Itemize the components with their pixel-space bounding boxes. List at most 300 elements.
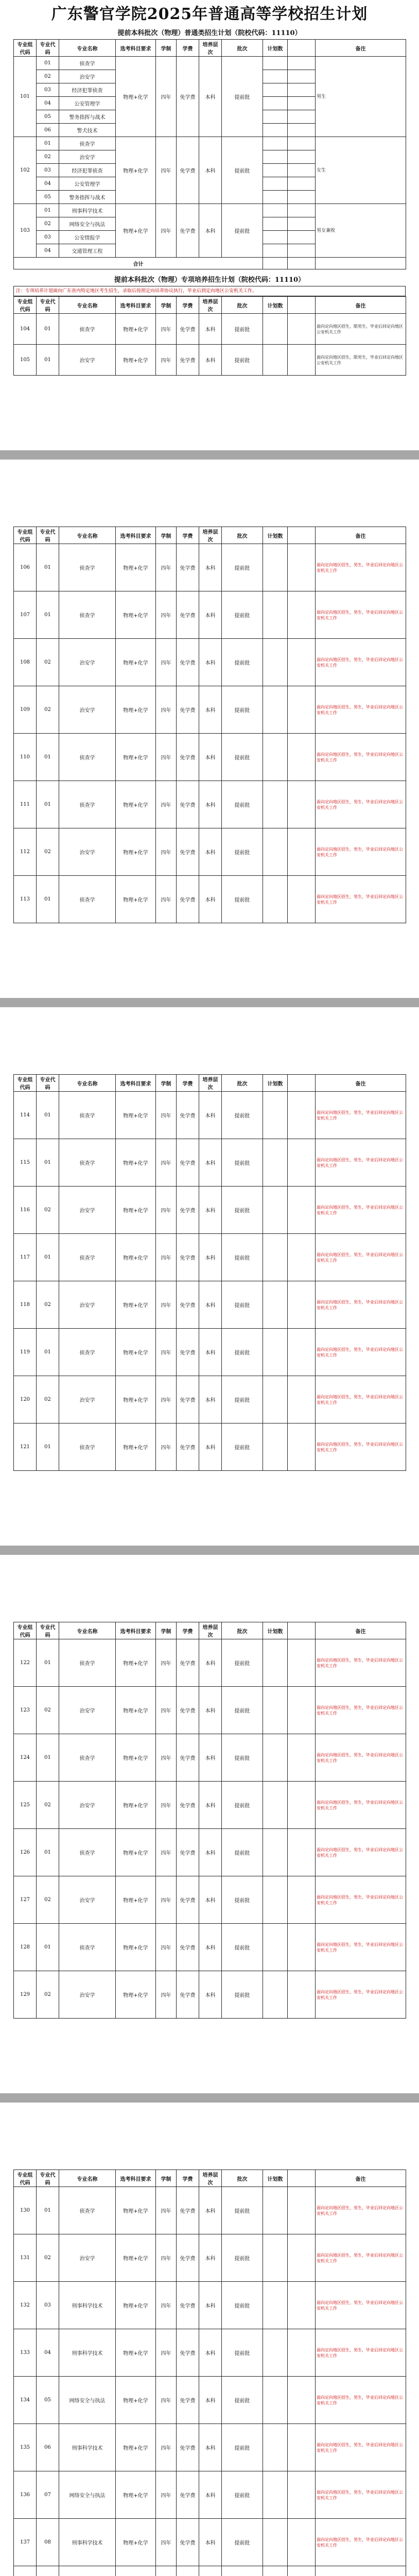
major-code: 04 bbox=[37, 97, 59, 110]
plan-count bbox=[263, 1734, 288, 1782]
section-caption: 提前本科批次（物理）普通类招生计划（院校代码：11110） bbox=[117, 29, 302, 37]
batch: 提前批 bbox=[222, 1971, 263, 2019]
blank bbox=[288, 1971, 316, 2019]
years: 四年 bbox=[156, 1139, 177, 1187]
plan-count bbox=[263, 544, 288, 591]
header-years: 学制 bbox=[156, 40, 177, 57]
remark: 面向定向地区招生，男生，毕业后回定向地区公安机关工作 bbox=[316, 1734, 406, 1782]
blank bbox=[288, 57, 316, 70]
major-name: 侦查学 bbox=[59, 1734, 116, 1782]
years: 四年 bbox=[156, 639, 177, 686]
years: 四年 bbox=[156, 1234, 177, 1281]
subject-requirement: 物理+化学 bbox=[116, 57, 156, 137]
major-name: 网络安全与执法 bbox=[59, 2471, 116, 2519]
tuition: 免学费 bbox=[177, 137, 199, 204]
level: 本科 bbox=[199, 1092, 222, 1139]
major-code: 02 bbox=[37, 70, 59, 83]
major-name: 侦查学 bbox=[59, 314, 116, 345]
major-code: 02 bbox=[37, 1281, 59, 1329]
years: 四年 bbox=[156, 2282, 177, 2329]
level: 本科 bbox=[199, 1829, 222, 1876]
tuition: 免学费 bbox=[177, 1639, 199, 1687]
plan-count bbox=[263, 1139, 288, 1187]
batch: 提前批 bbox=[222, 1092, 263, 1139]
header-subject: 选考科目要求 bbox=[116, 2170, 156, 2187]
remark: 面向定向地区招生，男生，毕业后回定向地区公安机关工作 bbox=[316, 1281, 406, 1329]
batch: 提前批 bbox=[222, 734, 263, 781]
subject-requirement bbox=[116, 2566, 156, 2576]
years: 四年 bbox=[156, 1687, 177, 1734]
major-name: 刑事科学技术 bbox=[59, 2424, 116, 2471]
batch: 提前批 bbox=[222, 686, 263, 734]
major-name: 经济犯罪侦查 bbox=[59, 164, 116, 177]
blank bbox=[288, 1423, 316, 1471]
major-code: 01 bbox=[37, 1139, 59, 1187]
level: 本科 bbox=[199, 876, 222, 923]
batch: 提前批 bbox=[222, 345, 263, 376]
plan-count bbox=[263, 70, 288, 83]
plan-count bbox=[263, 639, 288, 686]
header-major: 专业名称 bbox=[59, 297, 116, 314]
blank bbox=[288, 345, 316, 376]
major-code: 01 bbox=[37, 1234, 59, 1281]
remark: 面向定向地区招生，男生，毕业后回定向地区公安机关工作 bbox=[316, 2471, 406, 2519]
major-code: 02 bbox=[37, 686, 59, 734]
major-code bbox=[37, 2566, 59, 2576]
major-name: 网络安全与执法 bbox=[59, 217, 116, 231]
years: 四年 bbox=[156, 2471, 177, 2519]
plan-count bbox=[263, 177, 288, 191]
batch: 提前批 bbox=[222, 1281, 263, 1329]
major-code: 01 bbox=[37, 1329, 59, 1376]
blank bbox=[288, 1876, 316, 1924]
level: 本科 bbox=[199, 1924, 222, 1971]
remark: 面向定向地区招生，男生，毕业后回定向地区公安机关工作 bbox=[316, 2329, 406, 2377]
batch: 提前批 bbox=[222, 204, 263, 258]
special-plan-table bbox=[13, 296, 406, 376]
major-name: 治安学 bbox=[59, 1187, 116, 1234]
remark: 面向定向地区招生，男生，毕业后回定向地区公安机关工作 bbox=[316, 1329, 406, 1376]
major-code: 01 bbox=[37, 137, 59, 150]
remark: 面向定向地区招生，男生，毕业后回定向地区公安机关工作 bbox=[316, 1876, 406, 1924]
plan-count bbox=[263, 1329, 288, 1376]
table-row bbox=[14, 544, 406, 591]
years: 四年 bbox=[156, 1281, 177, 1329]
tuition: 免学费 bbox=[177, 2234, 199, 2282]
ordinary-plan-table bbox=[13, 39, 406, 269]
header-blank bbox=[288, 1075, 316, 1092]
major-code: 01 bbox=[37, 1092, 59, 1139]
remark: 男生 bbox=[316, 57, 406, 137]
years: 四年 bbox=[156, 591, 177, 639]
tuition: 免学费 bbox=[177, 2377, 199, 2424]
remark: 面向定向地区招生，男生，毕业后回定向地区公安机关工作 bbox=[316, 1139, 406, 1187]
plan-count bbox=[263, 1687, 288, 1734]
plan-count bbox=[263, 2424, 288, 2471]
tuition: 免学费 bbox=[177, 1971, 199, 2019]
plan-count bbox=[263, 150, 288, 164]
major-code: 01 bbox=[37, 734, 59, 781]
major-name: 侦查学 bbox=[59, 2187, 116, 2234]
tuition: 免学费 bbox=[177, 1423, 199, 1471]
years: 四年 bbox=[156, 1829, 177, 1876]
subject-requirement: 物理+化学 bbox=[116, 2519, 156, 2566]
major-name: 治安学 bbox=[59, 828, 116, 876]
tuition: 免学费 bbox=[177, 1234, 199, 1281]
plan-count bbox=[263, 2519, 288, 2566]
group-code: 120 bbox=[14, 1376, 37, 1423]
level: 本科 bbox=[199, 2234, 222, 2282]
plan-count bbox=[263, 57, 288, 70]
plan-count bbox=[263, 1092, 288, 1139]
major-name: 公安情报学 bbox=[59, 231, 116, 244]
major-name: 治安学 bbox=[59, 2234, 116, 2282]
header-major: 专业名称 bbox=[59, 527, 116, 544]
remark: 面向定向地区招生，男生，毕业后回定向地区公安机关工作 bbox=[316, 1234, 406, 1281]
header-remark: 备注 bbox=[316, 1075, 406, 1092]
major-name: 刑事科学技术 bbox=[59, 2329, 116, 2377]
major-code: 01 bbox=[37, 1829, 59, 1876]
group-code: 126 bbox=[14, 1829, 37, 1876]
plan-count bbox=[263, 191, 288, 204]
subject-requirement: 物理+化学 bbox=[116, 686, 156, 734]
group-code: 118 bbox=[14, 1281, 37, 1329]
plan-count bbox=[263, 1829, 288, 1876]
header-code: 专业代码 bbox=[37, 297, 59, 314]
special-note-table bbox=[13, 286, 406, 296]
table-row bbox=[14, 2282, 406, 2329]
header-major: 专业名称 bbox=[59, 2170, 116, 2187]
table-row bbox=[14, 1281, 406, 1329]
tuition: 免学费 bbox=[177, 1281, 199, 1329]
blank bbox=[288, 217, 316, 231]
table-row bbox=[14, 1139, 406, 1187]
batch: 提前批 bbox=[222, 2329, 263, 2377]
batch: 提前批 bbox=[222, 544, 263, 591]
batch: 提前批 bbox=[222, 639, 263, 686]
plan-count bbox=[263, 734, 288, 781]
blank bbox=[288, 1187, 316, 1234]
plan-count bbox=[263, 1187, 288, 1234]
header-code: 专业代码 bbox=[37, 2170, 59, 2187]
major-code: 01 bbox=[37, 544, 59, 591]
group-code: 124 bbox=[14, 1734, 37, 1782]
blank bbox=[288, 137, 316, 150]
blank bbox=[288, 2282, 316, 2329]
page-separator bbox=[0, 2093, 419, 2103]
level: 本科 bbox=[199, 686, 222, 734]
tuition: 免学费 bbox=[177, 2519, 199, 2566]
major-name: 侦查学 bbox=[59, 57, 116, 70]
group-code: 112 bbox=[14, 828, 37, 876]
table-row bbox=[14, 591, 406, 639]
major-code: 01 bbox=[37, 1639, 59, 1687]
blank bbox=[288, 1092, 316, 1139]
blank bbox=[288, 314, 316, 345]
level: 本科 bbox=[199, 1234, 222, 1281]
plan-count bbox=[263, 876, 288, 923]
years: 四年 bbox=[156, 1187, 177, 1234]
batch: 提前批 bbox=[222, 2424, 263, 2471]
major-code: 01 bbox=[37, 314, 59, 345]
tuition: 免学费 bbox=[177, 686, 199, 734]
plan-count bbox=[263, 1924, 288, 1971]
tuition: 免学费 bbox=[177, 204, 199, 258]
group-code: 116 bbox=[14, 1187, 37, 1234]
tuition: 免学费 bbox=[177, 314, 199, 345]
major-code: 02 bbox=[37, 1687, 59, 1734]
major-code: 03 bbox=[37, 2282, 59, 2329]
blank bbox=[288, 876, 316, 923]
years: 四年 bbox=[156, 137, 177, 204]
tuition: 免学费 bbox=[177, 828, 199, 876]
header-group: 专业组代码 bbox=[14, 2170, 37, 2187]
table-row bbox=[14, 2187, 406, 2234]
plan-count bbox=[263, 137, 288, 150]
remark: 面向定向地区招生，男生，毕业后回定向地区公安机关工作 bbox=[316, 2424, 406, 2471]
subject-requirement: 物理+化学 bbox=[116, 544, 156, 591]
years: 四年 bbox=[156, 2519, 177, 2566]
years: 四年 bbox=[156, 2187, 177, 2234]
total-label: 合计 bbox=[14, 258, 263, 269]
table-row bbox=[14, 2471, 406, 2519]
major-name: 治安学 bbox=[59, 1281, 116, 1329]
header-code: 专业代码 bbox=[37, 527, 59, 544]
level: 本科 bbox=[199, 2329, 222, 2377]
major-code: 02 bbox=[37, 2234, 59, 2282]
header-level: 培养层次 bbox=[199, 2170, 222, 2187]
tuition: 免学费 bbox=[177, 1924, 199, 1971]
subject-requirement: 物理+化学 bbox=[116, 1376, 156, 1423]
blank bbox=[288, 83, 316, 97]
major-name: 侦查学 bbox=[59, 591, 116, 639]
header-batch: 批次 bbox=[222, 40, 263, 57]
batch: 提前批 bbox=[222, 1734, 263, 1782]
subject-requirement: 物理+化学 bbox=[116, 781, 156, 828]
header-code: 专业代码 bbox=[37, 1622, 59, 1639]
header-level: 培养层次 bbox=[199, 40, 222, 57]
blank bbox=[288, 2566, 316, 2576]
subject-requirement: 物理+化学 bbox=[116, 1876, 156, 1924]
header-group: 专业组代码 bbox=[14, 40, 37, 57]
tuition: 免学费 bbox=[177, 1139, 199, 1187]
remark: 面向定向地区招生，男生，毕业后回定向地区公安机关工作 bbox=[316, 828, 406, 876]
blank bbox=[288, 781, 316, 828]
major-name: 公安管理学 bbox=[59, 177, 116, 191]
years: 四年 bbox=[156, 204, 177, 258]
plan-count bbox=[263, 110, 288, 124]
level: 本科 bbox=[199, 639, 222, 686]
plan-count bbox=[263, 2566, 288, 2576]
group-code: 119 bbox=[14, 1329, 37, 1376]
major-name: 侦查学 bbox=[59, 1423, 116, 1471]
major-code: 02 bbox=[37, 1876, 59, 1924]
group-code: 114 bbox=[14, 1092, 37, 1139]
years: 四年 bbox=[156, 1423, 177, 1471]
header-years: 学制 bbox=[156, 2170, 177, 2187]
subject-requirement: 物理+化学 bbox=[116, 591, 156, 639]
subject-requirement: 物理+化学 bbox=[116, 2234, 156, 2282]
level: 本科 bbox=[199, 2471, 222, 2519]
remark: 面向定向地区招生，男生，毕业后回定向地区公安机关工作 bbox=[316, 2377, 406, 2424]
plan-count bbox=[263, 1423, 288, 1471]
header-years: 学制 bbox=[156, 527, 177, 544]
subject-requirement: 物理+化学 bbox=[116, 204, 156, 258]
remark: 面向定向地区招生，男生，毕业后回定向地区公安机关工作 bbox=[316, 2519, 406, 2566]
blank bbox=[288, 231, 316, 244]
major-code: 02 bbox=[37, 828, 59, 876]
subject-requirement: 物理+化学 bbox=[116, 137, 156, 204]
page-gap bbox=[0, 1471, 419, 1546]
level: 本科 bbox=[199, 2424, 222, 2471]
blank bbox=[288, 544, 316, 591]
plan-count bbox=[263, 164, 288, 177]
level: 本科 bbox=[199, 314, 222, 345]
batch: 提前批 bbox=[222, 137, 263, 204]
header-batch: 批次 bbox=[222, 1622, 263, 1639]
continuation-page bbox=[13, 2170, 406, 2576]
plan-count bbox=[263, 231, 288, 244]
major-code: 01 bbox=[37, 1423, 59, 1471]
major-name: 侦查学 bbox=[59, 1234, 116, 1281]
group-code: 129 bbox=[14, 1971, 37, 2019]
plan-count bbox=[263, 828, 288, 876]
subject-requirement: 物理+化学 bbox=[116, 1139, 156, 1187]
major-name: 治安学 bbox=[59, 70, 116, 83]
subject-requirement: 物理+化学 bbox=[116, 2282, 156, 2329]
major-name: 网络安全与执法 bbox=[59, 2377, 116, 2424]
subject-requirement: 物理+化学 bbox=[116, 2424, 156, 2471]
table-row bbox=[14, 1329, 406, 1376]
special-plan-table bbox=[13, 1074, 406, 1471]
major-name: 侦查学 bbox=[59, 1924, 116, 1971]
years: 四年 bbox=[156, 1092, 177, 1139]
years: 四年 bbox=[156, 734, 177, 781]
header-plan: 计划数 bbox=[263, 2170, 288, 2187]
level: 本科 bbox=[199, 1187, 222, 1234]
remark: 面向定向地区招生，限男生，毕业后回定向地区公安机关工作 bbox=[316, 345, 406, 376]
major-name: 公安管理学 bbox=[59, 97, 116, 110]
table-row bbox=[14, 2234, 406, 2282]
header-years: 学制 bbox=[156, 1075, 177, 1092]
batch: 提前批 bbox=[222, 2377, 263, 2424]
blank bbox=[288, 244, 316, 258]
major-name: 治安学 bbox=[59, 1876, 116, 1924]
blank bbox=[288, 2519, 316, 2566]
major-code: 05 bbox=[37, 191, 59, 204]
remark bbox=[316, 2566, 406, 2576]
level bbox=[199, 2566, 222, 2576]
remark: 面向定向地区招生，限男生，毕业后回定向地区公安机关工作 bbox=[316, 314, 406, 345]
years: 四年 bbox=[156, 345, 177, 376]
continuation-page bbox=[13, 1622, 406, 2019]
batch: 提前批 bbox=[222, 781, 263, 828]
batch bbox=[222, 2566, 263, 2576]
remark: 面向定向地区招生，男生，毕业后回定向地区公安机关工作 bbox=[316, 1423, 406, 1471]
blank bbox=[288, 204, 316, 217]
batch: 提前批 bbox=[222, 1139, 263, 1187]
level: 本科 bbox=[199, 734, 222, 781]
major-code: 01 bbox=[37, 781, 59, 828]
plan-count bbox=[263, 345, 288, 376]
batch: 提前批 bbox=[222, 2234, 263, 2282]
table-row bbox=[14, 781, 406, 828]
subject-requirement: 物理+化学 bbox=[116, 639, 156, 686]
header-tuition: 学费 bbox=[177, 1075, 199, 1092]
blank bbox=[288, 1281, 316, 1329]
blank bbox=[288, 164, 316, 177]
special-plan-table bbox=[13, 527, 406, 923]
batch: 提前批 bbox=[222, 1639, 263, 1687]
header-code: 专业代码 bbox=[37, 1075, 59, 1092]
years: 四年 bbox=[156, 2377, 177, 2424]
table-row bbox=[14, 876, 406, 923]
blank bbox=[288, 1829, 316, 1876]
group-code: 132 bbox=[14, 2282, 37, 2329]
table-row bbox=[14, 1092, 406, 1139]
page-separator bbox=[0, 450, 419, 460]
table-row bbox=[14, 345, 406, 376]
plan-count bbox=[263, 2187, 288, 2234]
major-code: 06 bbox=[37, 124, 59, 137]
group-code: 103 bbox=[14, 204, 37, 258]
plan-count bbox=[263, 314, 288, 345]
table-row bbox=[14, 1876, 406, 1924]
group-code: 107 bbox=[14, 591, 37, 639]
major-code: 04 bbox=[37, 2329, 59, 2377]
header-blank bbox=[288, 1622, 316, 1639]
level: 本科 bbox=[199, 781, 222, 828]
plan-count bbox=[263, 686, 288, 734]
remark: 面向定向地区招生，男生，毕业后回定向地区公安机关工作 bbox=[316, 876, 406, 923]
header-batch: 批次 bbox=[222, 527, 263, 544]
batch: 提前批 bbox=[222, 1376, 263, 1423]
header-tuition: 学费 bbox=[177, 40, 199, 57]
batch: 提前批 bbox=[222, 1423, 263, 1471]
major-code: 02 bbox=[37, 1376, 59, 1423]
header-tuition: 学费 bbox=[177, 1622, 199, 1639]
header-subject: 选考科目要求 bbox=[116, 297, 156, 314]
major-name: 侦查学 bbox=[59, 876, 116, 923]
group-code: 123 bbox=[14, 1687, 37, 1734]
header-remark: 备注 bbox=[316, 297, 406, 314]
table-row bbox=[14, 2329, 406, 2377]
subject-requirement: 物理+化学 bbox=[116, 1782, 156, 1829]
tuition: 免学费 bbox=[177, 1092, 199, 1139]
header-group: 专业组代码 bbox=[14, 1622, 37, 1639]
major-name bbox=[59, 2566, 116, 2576]
tuition: 免学费 bbox=[177, 639, 199, 686]
level: 本科 bbox=[199, 1139, 222, 1187]
subject-requirement: 物理+化学 bbox=[116, 1971, 156, 2019]
years: 四年 bbox=[156, 828, 177, 876]
group-code: 117 bbox=[14, 1234, 37, 1281]
remark: 面向定向地区招生，男生，毕业后回定向地区公安机关工作 bbox=[316, 2187, 406, 2234]
level: 本科 bbox=[199, 1876, 222, 1924]
remark: 面向定向地区招生，男生，毕业后回定向地区公安机关工作 bbox=[316, 1092, 406, 1139]
table-row bbox=[14, 2424, 406, 2471]
header-plan: 计划数 bbox=[263, 297, 288, 314]
major-code: 01 bbox=[37, 1924, 59, 1971]
major-code: 02 bbox=[37, 1971, 59, 2019]
subject-requirement: 物理+化学 bbox=[116, 345, 156, 376]
plan-count bbox=[263, 204, 288, 217]
blank bbox=[288, 1234, 316, 1281]
batch: 提前批 bbox=[222, 2187, 263, 2234]
plan-count bbox=[263, 124, 288, 137]
header-remark: 备注 bbox=[316, 40, 406, 57]
subject-requirement: 物理+化学 bbox=[116, 876, 156, 923]
